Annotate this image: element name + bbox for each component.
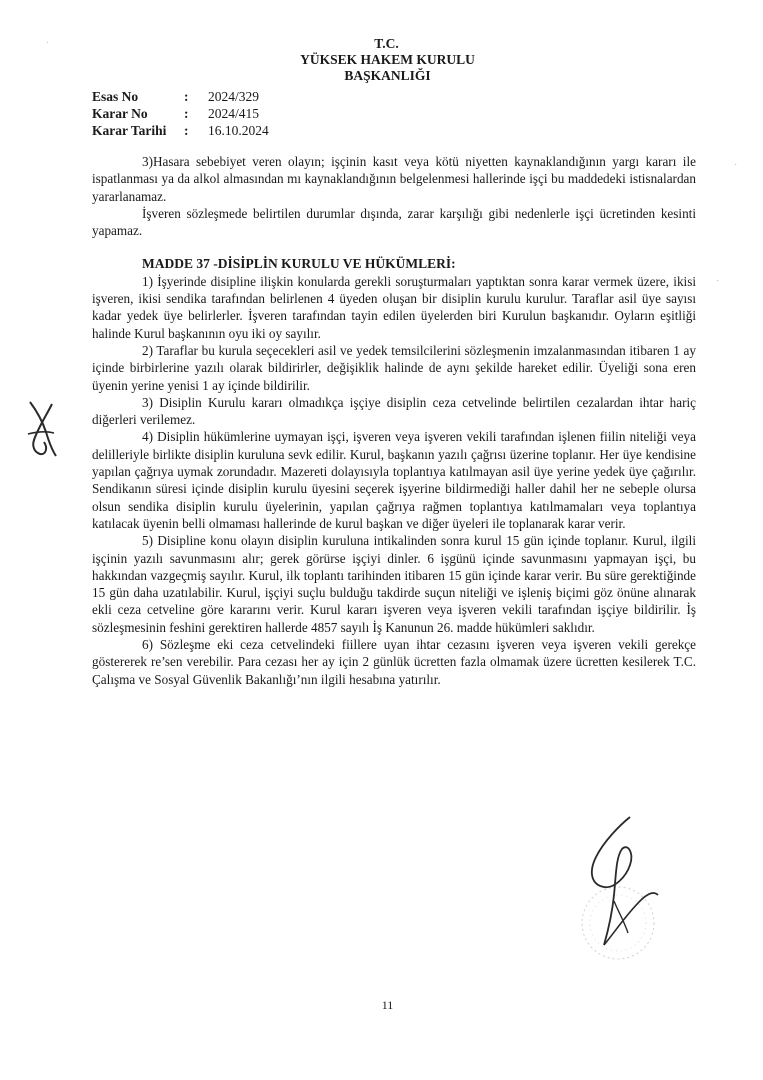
- meta-value: 2024/415: [208, 106, 260, 121]
- signature-icon: [570, 815, 670, 985]
- meta-row-karar: Karar No : 2024/415: [92, 106, 260, 121]
- header-line-1: T.C.: [374, 36, 399, 51]
- initial-signature-icon: [22, 398, 62, 460]
- paragraph: 6) Sözleşme eki ceza cetvelindeki fiillere uyan ihtar cezasını işveren veya işveren vekili gerekçe göstererek re’sen verebilir. Para cezası her ay için 2 günlük ücretten fazla olmamak üzere ücretten kesilerek T.C. Çalışma ve Sosyal Güvenlik Bakanlığı’nın ilgili hesabına yatırılır.: [92, 637, 696, 687]
- page-number: 11: [381, 998, 394, 1012]
- case-metadata: [92, 88, 269, 139]
- meta-label: Esas No: [92, 89, 139, 104]
- meta-value: 16.10.2024: [208, 123, 269, 138]
- document-header: [0, 36, 763, 84]
- scan-speck: ·: [46, 38, 50, 49]
- scan-speck: ·: [734, 160, 738, 171]
- paragraph: 3) Disiplin Kurulu kararı olmadıkça işçiye disiplin ceza cetvelinde belirtilen cezalardan ihtar hariç diğerleri verilemez.: [92, 394, 696, 428]
- scan-speck: ·: [716, 276, 720, 287]
- meta-row-esas: Esas No : 2024/329: [92, 89, 260, 104]
- paragraph: İşveren sözleşmede belirtilen durumlar dışında, zarar karşılığı gibi nedenlerle işçi ücretinden kesinti yapamaz.: [92, 205, 696, 239]
- meta-row-tarih: Karar Tarihi : 16.10.2024: [92, 123, 269, 138]
- paragraph: 1) İşyerinde disipline ilişkin konularda gerekli soruşturmaları yaptıktan sonra karar vermek üzere, ikisi işveren, ikisi sendika tarafından belirlenen 4 üyeden oluşan bir disiplin kurulu kurulur. Taraflar asil üye sayısı kadar yedek üye belirlerler. İşveren tarafından tayin edilen üyelerden biri Kurulun başkanıdır. Oyların eşitliği halinde Kurul başkanının oyu iki oy sayılır.: [92, 273, 696, 341]
- article-title: MADDE 37 -DİSİPLİN KURULU VE HÜKÜMLERİ:: [142, 256, 456, 272]
- meta-label: Karar Tarihi: [92, 123, 167, 138]
- paragraph: 4) Disiplin hükümlerine uymayan işçi, işveren veya işveren vekili tarafından işlenen fiilin niteliği veya delilleriyle birlikte disiplin kuruluna sevk edilir. Kurul, başkanın yazılı çağrısı üzerine toplanır. Her üye kendisine yapılan çağrıya uymak zorundadır. Mazereti dolayısıyla toplantıya katılmayan asil üye yerine yedek üye çağırılır. Sendikanın süresi içinde disiplin kurulu üyesini seçerek işyerine bildirmediği haller dahil her ne sebeple olursa olsun sendika disiplin kurulu üyelerinin, yapılan çağrıya rağmen toplantıya katılmamaları veya toplantıya katılacak üyenin belli olmaması hallerinde de kurul başkan ve diğer üyeleri ile toplanarak karar verir.: [92, 429, 696, 531]
- paragraph: 3)Hasara sebebiyet veren olayın; işçinin kasıt veya kötü niyetten kaynaklandığının yargı kararı ile ispatlanması ya da alkol almasından mı kaynaklandığının belgelenmesi hallerinde işçi bu maddedeki istisnalardan yararlanamaz.: [92, 154, 696, 204]
- paragraph: 5) Disipline konu olayın disiplin kuruluna intikalinden sonra kurul 15 gün içinde toplanır. Kurul, ilgili işçinin yazılı savunmasını alır; gerek görürse işçiyi dinler. 6 işgünü içinde savunmasını yapmayan işçi, bu hakkından vazgeçmiş sayılır. Kurul, ilk toplantı tarihinden itibaren 15 gün içinde karar verir. Bu süre gerektiğinde 15 gün daha uzatılabilir. Kurul, işçiyi suçlu bulduğu takdirde suçun niteliği ve işleniş biçimi göz önüne alınarak ekli ceza cetveline göre kararını verir. Kurul kararı işveren veya işveren vekili tarafından işçiye bildirilir. İş sözleşmesinin feshini gerektiren hallerde 4857 sayılı İş Kanunun 26. madde hükümleri saklıdır.: [92, 533, 696, 635]
- header-line-3: BAŞKANLIĞI: [344, 68, 431, 83]
- paragraph: 2) Taraflar bu kurula seçecekleri asil ve yedek temsilcilerini sözleşmenin imzalanmasından itibaren 1 ay içinde birbirlerine yazılı olarak bildirirler, değişiklik halinde de aynı şekilde hareket edilir. Üyeliği sona eren üyenin yerine yenisi 1 ay içinde bildirilir.: [92, 342, 696, 393]
- meta-value: 2024/329: [208, 89, 260, 104]
- meta-label: Karar No: [92, 106, 148, 121]
- document-body: [92, 153, 696, 688]
- header-line-2: YÜKSEK HAKEM KURULU: [300, 52, 475, 67]
